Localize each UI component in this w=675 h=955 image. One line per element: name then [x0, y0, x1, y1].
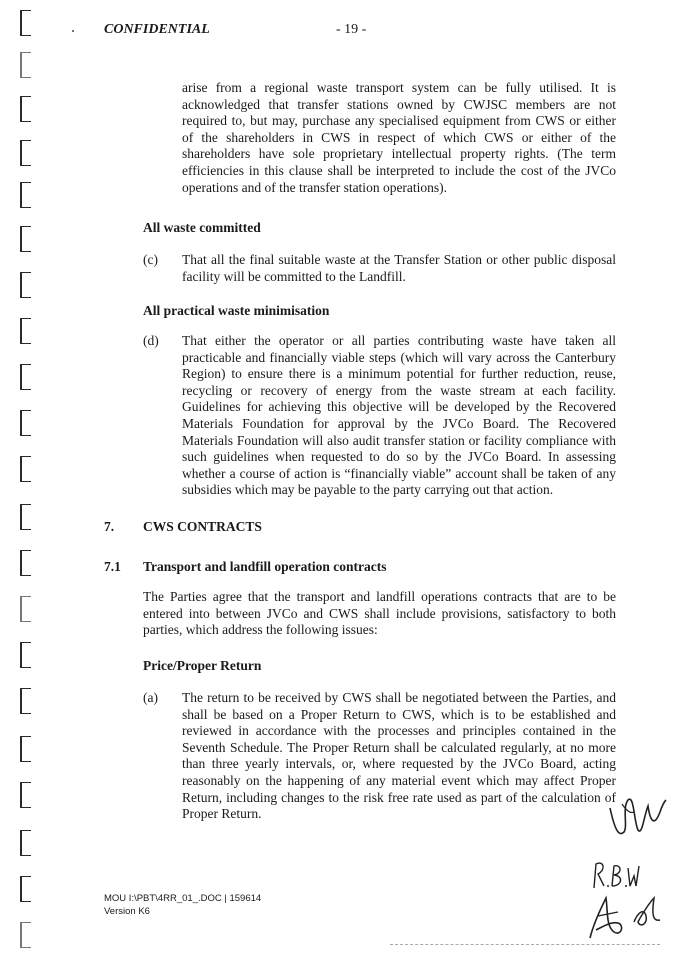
heading-waste-minimisation: All practical waste minimisation [143, 303, 330, 318]
binder-mark [20, 52, 31, 78]
binder-mark [20, 10, 31, 36]
clause-label-a: (a) [143, 690, 158, 705]
page-number: - 19 - [336, 22, 367, 37]
footer-doc-reference: MOU I:\PBT\4RR_01_.DOC | 159614 [104, 893, 262, 904]
clause-label-d: (d) [143, 333, 159, 348]
clause-label-c: (c) [143, 252, 158, 267]
footer-version: Version K6 [104, 906, 150, 917]
binder-mark [20, 504, 31, 530]
binder-mark [20, 922, 31, 948]
clause-a-text: The return to be received by CWS shall be negotiated between the Parties, and shall be based on a Proper Return to CWS, which is to be established and reviewed in accordance with the processes and principles contained in the Seventh Schedule. The Proper Return shall be calculated regularly, at no more than three yearly intervals, or, where requested by the JVCo Board, acting reasonably on the happening of any material event which may affect Proper Return, including changes to the risk free rate used as part of the calculation of Proper Return. [182, 690, 616, 822]
binder-mark [20, 182, 31, 208]
binder-mark [20, 364, 31, 390]
binder-mark [20, 782, 31, 808]
binder-mark [20, 736, 31, 762]
section-7-1-number: 7.1 [104, 559, 121, 574]
binder-mark [20, 596, 31, 622]
binder-mark [20, 318, 31, 344]
binder-mark [20, 830, 31, 856]
binder-mark [20, 688, 31, 714]
heading-waste-committed: All waste committed [143, 220, 261, 235]
footer [104, 892, 261, 918]
section-7-number: 7. [104, 519, 115, 534]
clause-c-text: That all the final suitable waste at the Transfer Station or other public disposal facility will be committed to the Landfill. [182, 252, 616, 284]
section-7-1-text: The Parties agree that the transport and landfill operations contracts that are to be entered into between JVCo and CWS shall include provisions, satisfactory to both parties, which address the following issues: [143, 589, 616, 638]
binder-mark [20, 410, 31, 436]
section-7-1-title: Transport and landfill operation contracts [143, 559, 387, 574]
binder-mark [20, 96, 31, 122]
section-7-title: CWS CONTRACTS [143, 519, 262, 534]
binder-edge-marks [16, 0, 40, 955]
binder-mark [20, 140, 31, 166]
initials-handwritten [590, 858, 640, 892]
footer-rule [390, 944, 660, 945]
handwritten-signature [604, 786, 668, 850]
binder-mark [20, 456, 31, 482]
binder-mark [20, 226, 31, 252]
confidential-header: CONFIDENTIAL [104, 22, 210, 37]
heading-price-proper-return: Price/Proper Return [143, 658, 262, 673]
binder-mark [20, 272, 31, 298]
clause-d-text: That either the operator or all parties contributing waste have taken all practicable and financially viable steps (which will vary across the Canterbury Region) to ensure there is a minimum potential for further reduction, reuse, recycling or recovery of energy from the waste stream at each facility. Guidelines for achieving this objective will be developed by the Recovered Materials Foundation for approval by the JVCo Board. The Recovered Materials Foundation will also audit transfer station or facility compliance with such guidelines when requested to do so by the JVCo Board. In assessing whether a course of action is “financially viable” account shall be taken of any subsidies which may be payable to the party carrying out that action. [182, 333, 616, 498]
binder-mark [20, 642, 31, 668]
intro-paragraph: arise from a regional waste transport system can be fully utilised. It is acknowledged that transfer stations owned by CWJSC members are not required to, but may, purchase any specialised equipment from CWS or either of the shareholders in CWS in respect of which CWS or either of the shareholders have sole proprietary intellectual property rights. (The term efficiencies in this clause shall be interpreted to include the cost of the JVCo operations and of the transfer station operations). [182, 80, 616, 195]
binder-mark [20, 876, 31, 902]
scan-dot [72, 30, 74, 32]
binder-mark [20, 550, 31, 576]
initials-signature-2 [584, 892, 668, 944]
